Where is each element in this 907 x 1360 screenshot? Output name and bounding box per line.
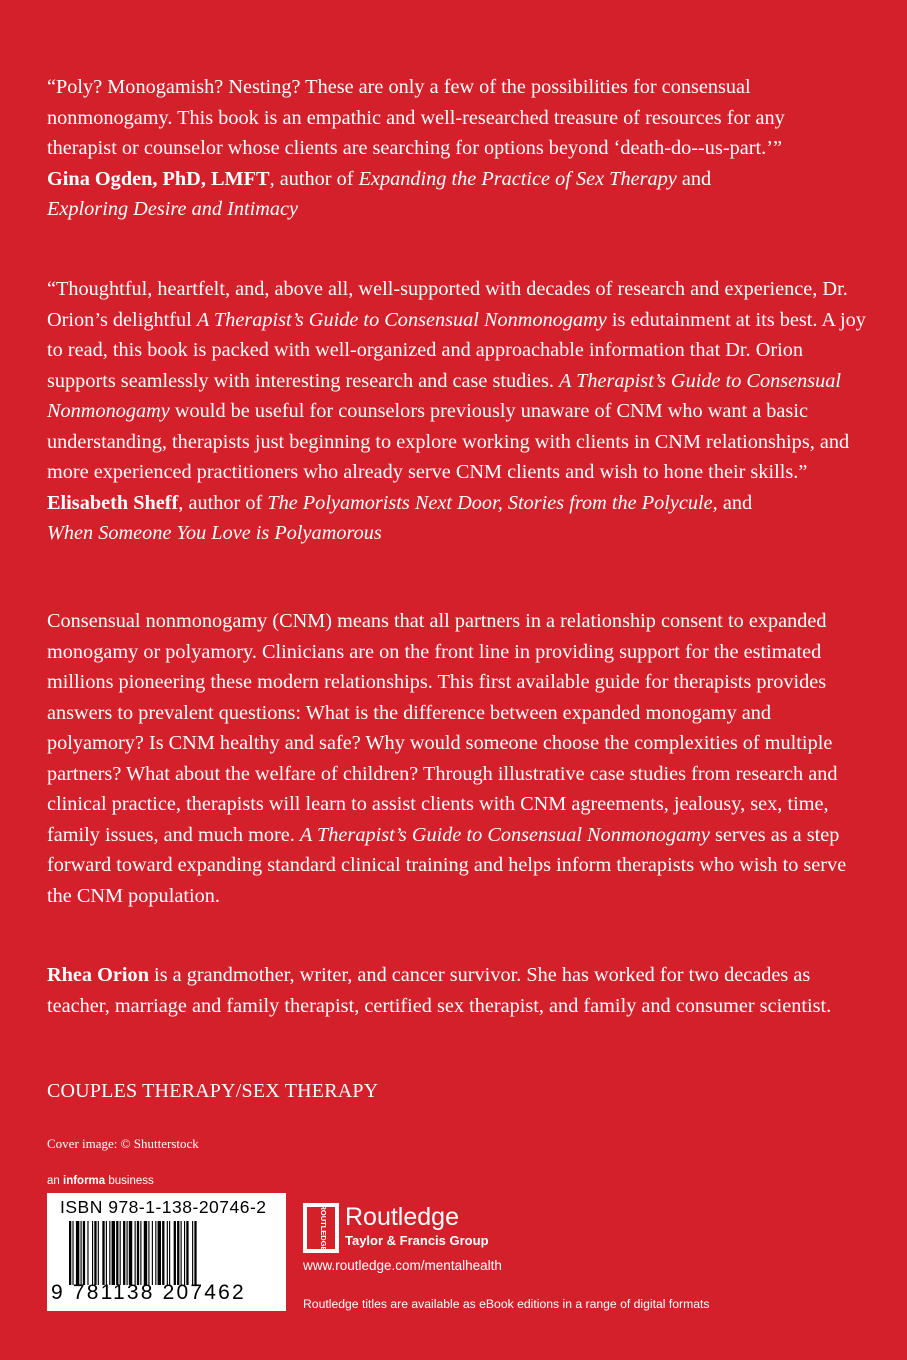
book-title: When Someone You Love is Polyamorous [47,522,382,544]
author-name: Rhea Orion [47,964,149,986]
barcode-bar [184,1221,185,1285]
and-text: and [676,167,712,190]
informa-brand: informa [63,1175,106,1187]
barcode-bar [109,1221,110,1285]
book-title: A Therapist’s Guide to Consensual Nonmonogamy [196,308,607,331]
barcode-bar [152,1221,153,1285]
endorsement-quote-sheff [47,274,867,549]
barcode-bar [106,1221,107,1285]
barcode-bar [181,1221,182,1285]
barcode-bar [192,1221,193,1285]
barcode-bar [194,1221,196,1285]
barcode-bar [94,1221,96,1285]
barcode-bar [120,1221,121,1285]
barcode-bar [98,1221,99,1285]
quote-text: “Thoughtful, heartfelt, and, above all, well-supported with decades of research and experience, Dr. Orion’s delightful [47,278,848,331]
barcode-bar [116,1221,118,1285]
barcode-bar [102,1221,104,1285]
author-of-text: , author of [178,491,268,514]
book-title: Exploring Desire and Intimacy [47,198,299,220]
barcode-bar [144,1221,147,1285]
quote-text: “Poly? Monogamish? Nesting? These are only a few of the possibilities for consensual nonmonogamy. This book is an empathic and well-researched treasure of resources for any therapist or counselor whose clients are searching for options beyond ‘death-do--us-part.’” [47,76,785,159]
publisher-url[interactable]: www.routledge.com/mentalhealth [303,1258,502,1273]
barcode-bar [92,1221,93,1285]
publisher-group: Taylor & Francis Group [345,1233,489,1248]
informa-business-line [47,1175,154,1187]
barcode-bar [72,1221,73,1285]
isbn-barcode [47,1193,286,1311]
barcode-bar [123,1221,125,1285]
barcode-bar [76,1221,79,1285]
barcode-bar [81,1221,82,1285]
barcode-bar [174,1221,176,1285]
description-text: Consensual nonmonogamy (CNM) means that all partners in a relationship consent to expanded monogamy or polyamory. Clinicians are on the front line in providing support for the estimated millions pioneering these modern relationships. This first available guide for therapists provides answers to prevalent questions: What is the difference between expanded monogamy and polyamory? Is CNM healthy and safe? Why would someone choose the complexities of multiple partners? What about the welfare of children? Through illustrative case studies from research and clinical practice, therapists will learn to assist clients with CNM agreements, jealousy, sex, time, family issues, and much more. [47,610,838,846]
barcode-bar [186,1221,188,1285]
description-text: serves as a step forward toward expanding standard clinical training and helps inform therapists who wish to serve the CNM population. [47,823,847,907]
barcode-bar [83,1221,85,1285]
barcode-bar [167,1221,168,1285]
and-text: and [717,491,753,514]
publisher-name: Routledge [345,1203,459,1231]
author-bio [47,960,857,1021]
endorser-name: Elisabeth Sheff [47,491,179,514]
barcode-bar [127,1221,128,1285]
barcode-bar [140,1221,141,1285]
barcode-bar [162,1221,164,1285]
barcode-bar [177,1221,179,1285]
barcode-bar [158,1221,161,1285]
barcode-digits: 9 781138 207462 [51,1281,246,1304]
barcode-bar [137,1221,139,1285]
ebook-note: Routledge titles are available as eBook editions in a range of digital formats [303,1297,710,1311]
book-title: A Therapist’s Guide to Consensual Nonmonogamy [299,823,710,846]
subject-category: COUPLES THERAPY/SEX THERAPY [47,1080,379,1102]
endorsement-quote-ogden [47,72,847,225]
barcode-bar [129,1221,132,1285]
barcode-bar [87,1221,88,1285]
barcode-bar [112,1221,115,1285]
barcode-bars [69,1221,277,1285]
bio-text: is a grandmother, writer, and cancer survivor. She has worked for two decades as teacher, marriage and family therapist, certified sex therapist, and family and consumer scientist. [47,964,832,1017]
barcode-bar [69,1221,71,1285]
isbn-label: ISBN 978-1-138-20746-2 [60,1197,267,1217]
barcode-bar [169,1221,170,1285]
author-of-text: , author of [269,167,359,190]
quote-text: would be useful for counselors previously unaware of CNM who want a basic understanding, therapists just beginning to explore working with clients in CNM relationships, and more experienced practitioners who already serve CNM clients and wish to hone their skills.” [47,400,850,483]
cover-credit: Cover image: © Shutterstock [47,1136,199,1151]
quote-text: is edutainment at its best. A joy to read, this book is packed with well-organized and approachable information that Dr. Orion supports seamlessly with interesting research and case studies. [47,308,866,392]
logo-text: ROUTLEDGE [319,1204,328,1252]
endorser-name: Gina Ogden, PhD, LMFT [47,167,270,190]
book-description [47,606,857,911]
book-title: A Therapist’s Guide to Consensual Nonmonogamy [47,369,842,422]
book-title: The Polyamorists Next Door, Stories from the Polycule, [267,491,718,514]
routledge-logo-icon [303,1203,339,1253]
barcode-bar [135,1221,136,1285]
informa-prefix: an [47,1175,63,1187]
barcode-bar [148,1221,149,1285]
barcode-bar [155,1221,156,1285]
informa-suffix: business [105,1175,154,1187]
book-title: Expanding the Practice of Sex Therapy [358,167,677,190]
